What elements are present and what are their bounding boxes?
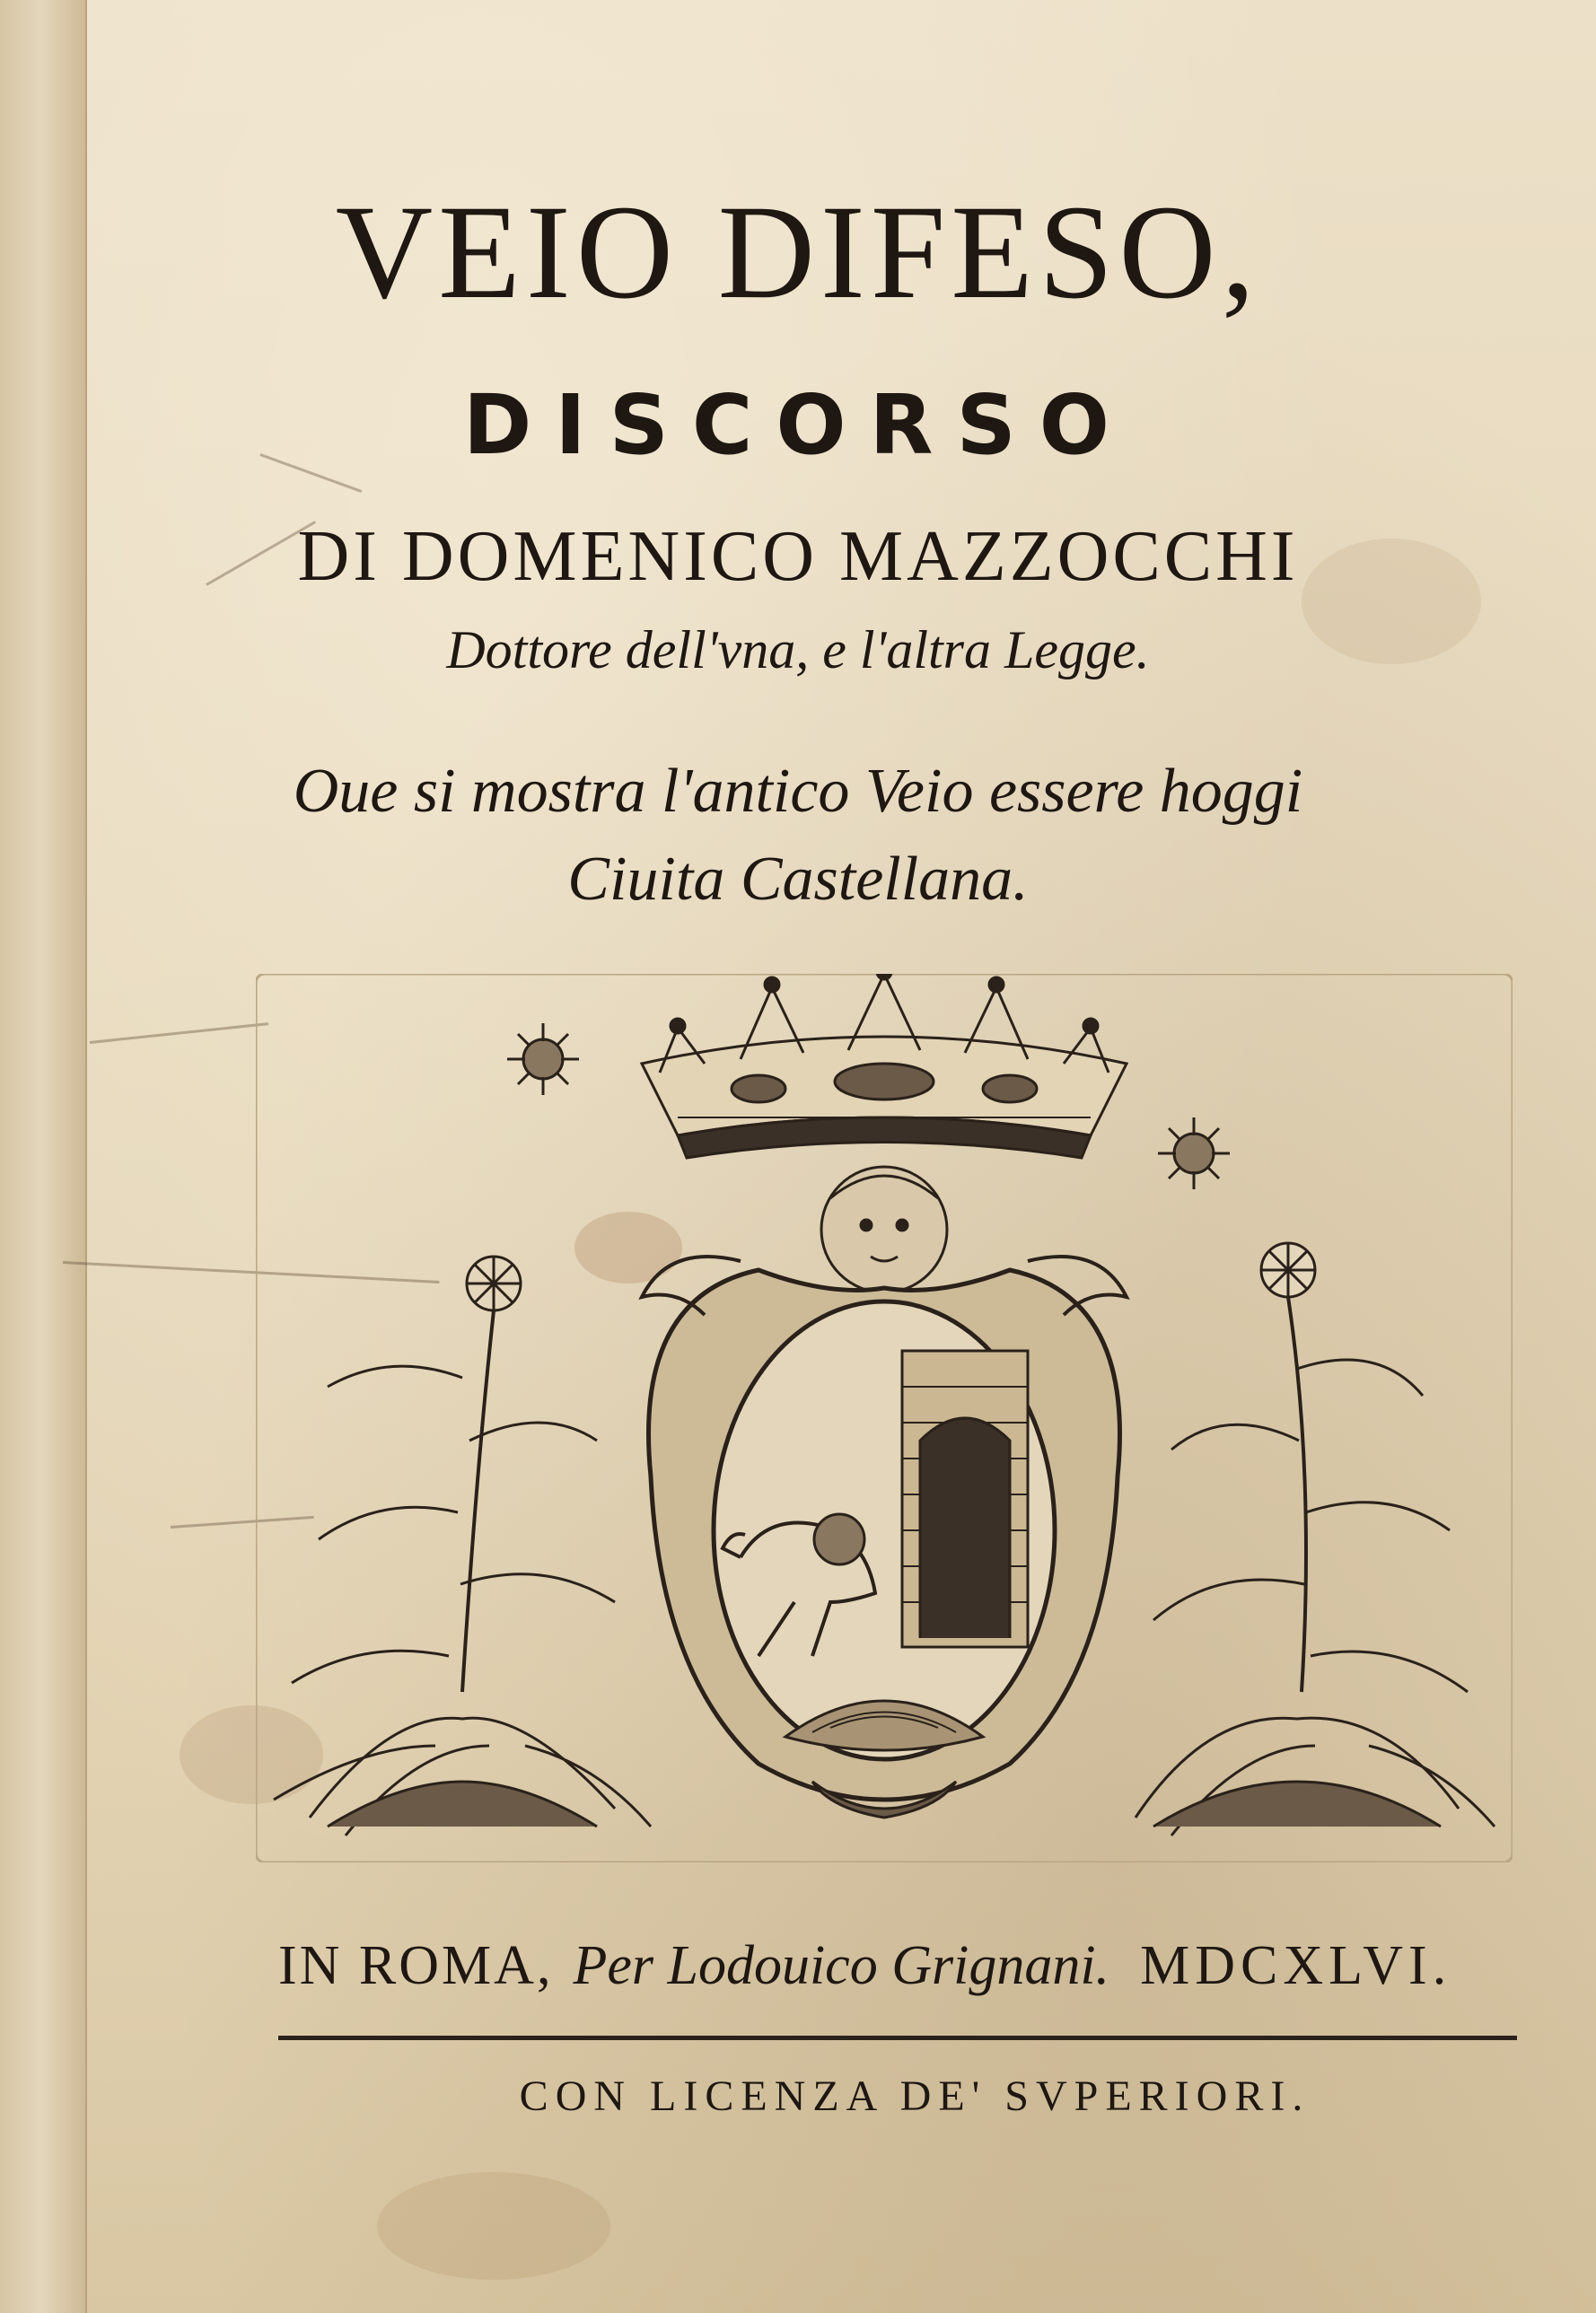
foxing-stain	[377, 2172, 610, 2280]
horizontal-rule	[278, 2036, 1517, 2040]
subtitle: DISCORSO	[463, 377, 1133, 473]
flowering-plant-icon	[274, 1257, 651, 1836]
page-title: VEIO DIFESO,	[335, 178, 1261, 327]
sun-icon	[507, 1023, 579, 1095]
crown-icon	[642, 974, 1127, 1158]
shield-icon	[642, 1257, 1127, 1818]
paper-crease	[90, 1022, 268, 1044]
imprint-printer: Per Lodouico Grignani.	[573, 1935, 1110, 1996]
torn-previous-leaf	[0, 0, 87, 2313]
license-line: CON LICENZA DE' SVPERIORI.	[519, 2072, 1311, 2120]
description-line-1: Oue si mostra l'antico Veio essere hoggi	[293, 757, 1303, 826]
coat-of-arms-engraving	[256, 974, 1513, 1862]
sun-icon	[1158, 1117, 1230, 1189]
imprint-line	[278, 1934, 1553, 1998]
author-line: DI DOMENICO MAZZOCCHI	[297, 517, 1299, 596]
cherub-icon	[821, 1167, 947, 1292]
description-line-2: Ciuita Castellana.	[567, 845, 1029, 914]
imprint-city: IN ROMA,	[278, 1935, 554, 1996]
flowering-plant-icon	[1136, 1243, 1495, 1836]
imprint-year: MDCXLVI.	[1140, 1935, 1452, 1996]
author-degree: Dottore dell'vna, e l'altra Legge.	[446, 620, 1150, 679]
